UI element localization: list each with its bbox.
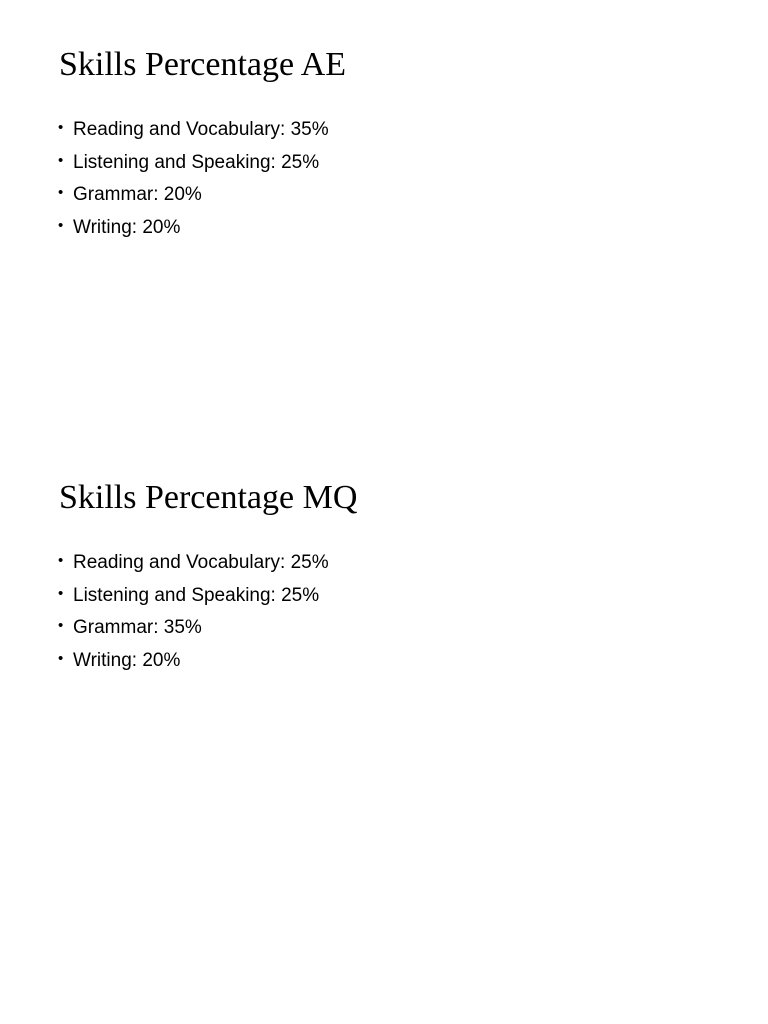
slide-skills-percentage-mq xyxy=(0,433,768,866)
bullet-list xyxy=(58,547,329,677)
bullet-text: Listening and Speaking: 25% xyxy=(73,151,320,173)
bullet-text: Listening and Speaking: 25% xyxy=(73,584,320,606)
bullet-icon: • xyxy=(58,649,64,667)
slide-skills-percentage-ae xyxy=(0,0,768,433)
bullet-item-writing xyxy=(58,645,329,678)
bullet-icon: • xyxy=(58,184,64,201)
bullet-list xyxy=(58,114,329,244)
bullet-text: Writing: 20% xyxy=(73,649,181,671)
bullet-text: Reading and Vocabulary: 25% xyxy=(73,552,329,573)
bullet-item-reading-vocabulary xyxy=(58,114,329,147)
bullet-item-grammar xyxy=(58,612,329,645)
bullet-item-reading-vocabulary xyxy=(58,547,329,580)
bullet-text: Grammar: 20% xyxy=(73,184,202,205)
slide-title: Skills Percentage MQ xyxy=(59,479,358,516)
bullet-text: Reading and Vocabulary: 35% xyxy=(73,119,329,140)
bullet-icon: • xyxy=(58,552,64,569)
bullet-icon: • xyxy=(58,584,64,602)
bullet-item-grammar xyxy=(58,179,329,212)
bullet-item-listening-speaking xyxy=(58,147,329,180)
bullet-item-writing xyxy=(58,212,329,245)
bullet-text: Grammar: 35% xyxy=(73,617,202,638)
bullet-icon: • xyxy=(58,151,64,169)
bullet-text: Writing: 20% xyxy=(73,216,181,238)
bullet-icon: • xyxy=(58,119,64,136)
bullet-item-listening-speaking xyxy=(58,580,329,613)
slide-title: Skills Percentage AE xyxy=(59,46,347,83)
bullet-icon: • xyxy=(58,617,64,634)
bullet-icon: • xyxy=(58,216,64,234)
